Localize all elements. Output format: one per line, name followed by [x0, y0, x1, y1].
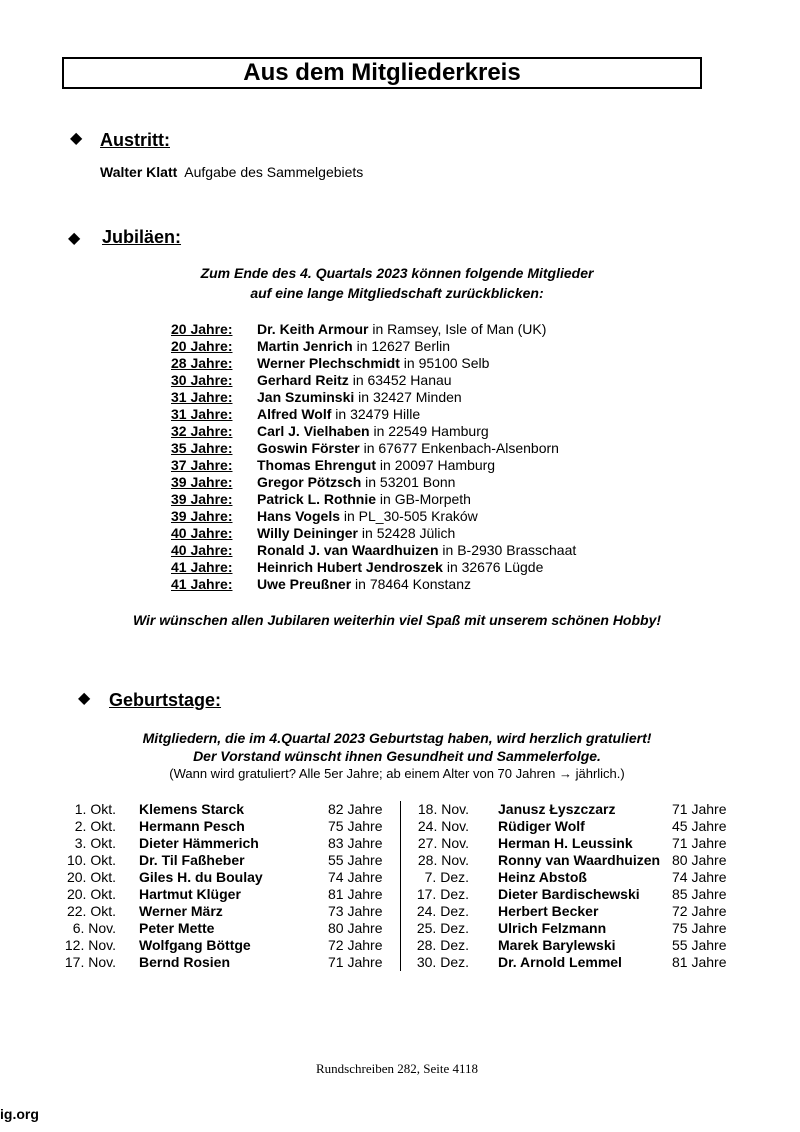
jubilaen-intro-line2: auf eine lange Mitgliedschaft zurückblicken:	[250, 285, 544, 301]
birthday-age: 83 Jahre	[328, 835, 383, 851]
jubilaen-member-name: Hans Vogels	[257, 508, 340, 524]
jubilaen-row	[171, 576, 771, 593]
jubilaen-member	[257, 321, 546, 337]
jubilaen-member-name: Patrick L. Rothnie	[257, 491, 377, 507]
jubilaen-member-name: Dr. Keith Armour	[257, 321, 369, 337]
birthday-name: Hartmut Klüger	[139, 886, 241, 902]
jubilaen-row	[171, 338, 771, 355]
bullet-diamond-icon: ◆	[78, 690, 91, 707]
birthday-age: 55 Jahre	[672, 937, 727, 953]
jubilaen-row	[171, 389, 771, 406]
birthday-row	[0, 869, 794, 886]
jubilaen-heading: Jubiläen:	[102, 227, 182, 247]
birthday-name: Heinz Abstoß	[498, 869, 587, 885]
jubilaen-member-location: in GB-Morpeth	[376, 491, 471, 507]
jubilaen-member-name: Gregor Pötzsch	[257, 474, 362, 490]
jubilaen-member-location: in 32427 Minden	[354, 389, 462, 405]
birthday-name: Herbert Becker	[498, 903, 599, 919]
birthday-name: Klemens Starck	[139, 801, 245, 817]
jubilaen-row	[171, 372, 771, 389]
birthday-name: Marek Barylewski	[498, 937, 616, 953]
birthday-date: 20. Okt.	[66, 869, 116, 885]
jubilaen-years: 31 Jahre:	[171, 389, 233, 405]
birthday-name: Rüdiger Wolf	[498, 818, 585, 834]
jubilaen-member-location: in 53201 Bonn	[361, 474, 456, 490]
birthday-name: Wolfgang Böttge	[139, 937, 251, 953]
birthday-date: 17. Nov.	[64, 954, 116, 970]
jubilaen-member-name: Carl J. Vielhaben	[257, 423, 370, 439]
birthday-date: 22. Okt.	[66, 903, 116, 919]
page-title: Aus dem Mitgliederkreis	[62, 57, 702, 89]
jubilaen-member-location: in 20097 Hamburg	[376, 457, 496, 473]
birthday-age: 85 Jahre	[672, 886, 727, 902]
jubilaen-member	[257, 542, 576, 558]
birthday-age: 73 Jahre	[328, 903, 383, 919]
austritt-name: Walter Klatt	[100, 164, 178, 180]
jubilaen-member-location: in 63452 Hanau	[348, 372, 452, 388]
jubilaen-years: 40 Jahre:	[171, 542, 233, 558]
bullet-diamond-icon: ◆	[70, 130, 83, 147]
birthday-date: 30. Dez.	[416, 954, 469, 970]
jubilaen-member	[257, 491, 471, 507]
jubilaen-member-name: Heinrich Hubert Jendroszek	[257, 559, 443, 575]
birthday-date: 28. Dez.	[416, 937, 469, 953]
jubilaen-wish: Wir wünschen allen Jubilaren weiterhin viel Spaß mit unserem schönen Hobby!	[132, 612, 662, 628]
birthday-row	[0, 886, 794, 903]
jubilaen-member-name: Alfred Wolf	[257, 406, 332, 422]
birthday-name: Peter Mette	[139, 920, 215, 936]
birthday-name: Werner März	[139, 903, 223, 919]
birthday-age: 55 Jahre	[328, 852, 383, 868]
jubilaen-row	[171, 491, 771, 508]
birthday-date: 3. Okt.	[74, 835, 116, 851]
jubilaen-years: 35 Jahre:	[171, 440, 233, 456]
austritt-heading: Austritt:	[100, 130, 170, 150]
jubilaen-years: 39 Jahre:	[171, 491, 233, 507]
jubilaen-member	[257, 440, 559, 456]
jubilaen-row	[171, 321, 771, 338]
birthday-row	[0, 937, 794, 954]
jubilaen-member-location: in 22549 Hamburg	[369, 423, 489, 439]
birthday-name: Dieter Bardischewski	[498, 886, 640, 902]
jubilaen-member	[257, 372, 452, 388]
birthday-age: 45 Jahre	[672, 818, 727, 834]
jubilaen-member-name: Martin Jenrich	[257, 338, 353, 354]
corner-url-fragment: ig.org	[0, 1106, 39, 1122]
birthday-date: 24. Dez.	[416, 903, 469, 919]
birthday-age: 81 Jahre	[672, 954, 727, 970]
birthday-date: 18. Nov.	[417, 801, 469, 817]
jubilaen-years: 39 Jahre:	[171, 508, 233, 524]
jubilaen-row	[171, 406, 771, 423]
jubilaen-member	[257, 406, 420, 422]
jubilaen-row	[171, 559, 771, 576]
geburtstage-heading: Geburtstage:	[109, 690, 222, 710]
birthday-row	[0, 835, 794, 852]
jubilaen-member	[257, 576, 471, 592]
birthday-age: 81 Jahre	[328, 886, 383, 902]
birthday-date: 7. Dez.	[424, 869, 469, 885]
jubilaen-member-name: Goswin Förster	[257, 440, 360, 456]
birthday-row	[0, 954, 794, 971]
jubilaen-member-location: in 95100 Selb	[399, 355, 490, 371]
jubilaen-years: 20 Jahre:	[171, 338, 233, 354]
bullet-diamond-icon: ◆	[68, 230, 81, 247]
jubilaen-member-location: in 32676 Lügde	[442, 559, 544, 575]
page-footer: Rundschreiben 282, Seite 4118	[316, 1061, 478, 1076]
jubilaen-years: 40 Jahre:	[171, 525, 233, 541]
birthday-name: Bernd Rosien	[139, 954, 231, 970]
birthday-age: 72 Jahre	[672, 903, 727, 919]
jubilaen-row	[171, 440, 771, 457]
birthday-date: 24. Nov.	[417, 818, 469, 834]
jubilaen-row	[171, 355, 771, 372]
jubilaen-member-location: in PL_30-505 Kraków	[340, 508, 478, 524]
birthday-name: Dr. Til Faßheber	[139, 852, 245, 868]
jubilaen-member	[257, 559, 543, 575]
birthday-date: 17. Dez.	[416, 886, 469, 902]
jubilaen-member-name: Uwe Preußner	[257, 576, 352, 592]
jubilaen-member	[257, 457, 495, 473]
birthday-age: 80 Jahre	[672, 852, 727, 868]
birthday-age: 75 Jahre	[672, 920, 727, 936]
jubilaen-years: 41 Jahre:	[171, 576, 233, 592]
birthday-row	[0, 920, 794, 937]
jubilaen-years: 41 Jahre:	[171, 559, 233, 575]
jubilaen-member-location: in 67677 Enkenbach-Alsenborn	[359, 440, 559, 456]
jubilaen-row	[171, 508, 771, 525]
birthday-date: 12. Nov.	[64, 937, 116, 953]
jubilaen-member-name: Jan Szuminski	[257, 389, 355, 405]
jubilaen-years: 32 Jahre:	[171, 423, 233, 439]
birthday-age: 72 Jahre	[328, 937, 383, 953]
birthday-date: 6. Nov.	[72, 920, 116, 936]
austritt-reason: Aufgabe des Sammelgebiets	[184, 164, 364, 180]
birthday-date: 25. Dez.	[416, 920, 469, 936]
jubilaen-member-location: in 12627 Berlin	[352, 338, 450, 354]
birthday-date: 27. Nov.	[417, 835, 469, 851]
geburtstage-note: (Wann wird gratuliert? Alle 5er Jahre; ab einem Alter von 70 Jahren → jährlich.)	[169, 766, 625, 781]
birthday-date: 2. Okt.	[74, 818, 116, 834]
jubilaen-member-location: in Ramsey, Isle of Man (UK)	[368, 321, 547, 337]
jubilaen-member-name: Willy Deininger	[257, 525, 359, 541]
birthday-name: Herman H. Leussink	[498, 835, 633, 851]
birthday-age: 71 Jahre	[328, 954, 383, 970]
jubilaen-member-location: in 32479 Hille	[331, 406, 421, 422]
geburtstage-intro-line2: Der Vorstand wünscht ihnen Gesundheit und Sammelerfolge.	[193, 748, 601, 764]
jubilaen-row	[171, 525, 771, 542]
geburtstage-intro-line1: Mitgliedern, die im 4.Quartal 2023 Geburtstag haben, wird herzlich gratuliert!	[142, 730, 652, 746]
jubilaen-row	[171, 474, 771, 491]
jubilaen-member	[257, 525, 455, 541]
birthday-age: 71 Jahre	[672, 835, 727, 851]
birthday-age: 74 Jahre	[672, 869, 727, 885]
birthday-age: 82 Jahre	[328, 801, 383, 817]
birthday-row	[0, 801, 794, 818]
jubilaen-years: 37 Jahre:	[171, 457, 233, 473]
jubilaen-member	[257, 423, 489, 439]
jubilaen-member	[257, 474, 455, 490]
birthday-row	[0, 852, 794, 869]
jubilaen-member	[257, 338, 450, 354]
birthday-age: 74 Jahre	[328, 869, 383, 885]
jubilaen-years: 28 Jahre:	[171, 355, 233, 371]
birthday-row	[0, 818, 794, 835]
birthday-date: 1. Okt.	[74, 801, 116, 817]
jubilaen-member-location: in 78464 Konstanz	[351, 576, 472, 592]
jubilaen-member	[257, 508, 478, 524]
birthday-name: Giles H. du Boulay	[139, 869, 263, 885]
jubilaen-member-location: in 52428 Jülich	[358, 525, 456, 541]
birthday-age: 75 Jahre	[328, 818, 383, 834]
birthday-row	[0, 903, 794, 920]
jubilaen-years: 30 Jahre:	[171, 372, 233, 388]
birthday-date: 10. Okt.	[66, 852, 116, 868]
jubilaen-row	[171, 542, 771, 559]
birthday-age: 71 Jahre	[672, 801, 727, 817]
jubilaen-years: 39 Jahre:	[171, 474, 233, 490]
jubilaen-member-location: in B-2930 Brasschaat	[438, 542, 577, 558]
birthday-name: Janusz Łyszczarz	[498, 801, 616, 817]
jubilaen-intro-line1: Zum Ende des 4. Quartals 2023 können folgende Mitglieder	[200, 265, 594, 281]
birthday-name: Ulrich Felzmann	[498, 920, 607, 936]
birthday-name: Dr. Arnold Lemmel	[498, 954, 622, 970]
birthday-name: Hermann Pesch	[139, 818, 245, 834]
birthday-date: 20. Okt.	[66, 886, 116, 902]
jubilaen-member-name: Gerhard Reitz	[257, 372, 349, 388]
birthday-age: 80 Jahre	[328, 920, 383, 936]
jubilaen-row	[171, 457, 771, 474]
jubilaen-member	[257, 355, 489, 371]
jubilaen-years: 31 Jahre:	[171, 406, 233, 422]
jubilaen-row	[171, 423, 771, 440]
birthday-name: Dieter Hämmerich	[139, 835, 259, 851]
birthday-name: Ronny van Waardhuizen	[498, 852, 661, 868]
jubilaen-years: 20 Jahre:	[171, 321, 233, 337]
jubilaen-member-name: Thomas Ehrengut	[257, 457, 377, 473]
jubilaen-member-name: Werner Plechschmidt	[257, 355, 400, 371]
birthday-date: 28. Nov.	[417, 852, 469, 868]
jubilaen-member	[257, 389, 462, 405]
austritt-entry	[100, 164, 363, 180]
jubilaen-member-name: Ronald J. van Waardhuizen	[257, 542, 439, 558]
